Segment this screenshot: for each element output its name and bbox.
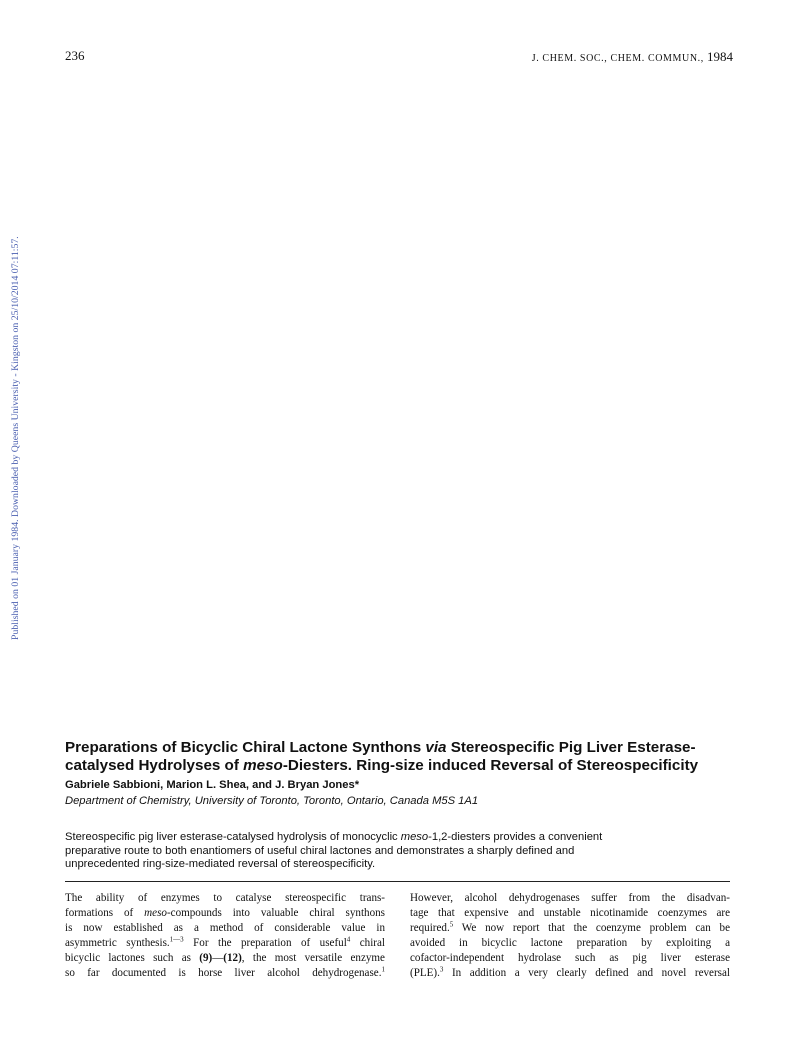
body-text: , the most versatile enzyme <box>241 951 385 964</box>
abstract-line: unprecedented ring-size-mediated reversal of stereospecificity. <box>65 858 376 870</box>
citation-ref[interactable]: 5 <box>449 920 454 929</box>
body-text: We now report that the coenzyme problem can be <box>453 921 730 934</box>
title-line-1 <box>65 739 735 757</box>
journal-header <box>532 49 733 65</box>
compound-ref: (12) <box>223 951 242 964</box>
article-title <box>65 739 735 775</box>
body-text: bicyclic lactones such as <box>65 951 200 964</box>
download-watermark[interactable]: Published on 01 January 1984. Downloaded by Queens University - Kingston on 25/10/2014 07:11:57. <box>10 236 21 640</box>
journal-year: 1984 <box>707 49 733 64</box>
compound-ref: (9) <box>199 951 213 964</box>
body-italic: meso <box>144 906 167 919</box>
body-text: For the preparation of useful <box>183 936 347 949</box>
body-text: chiral <box>350 936 386 949</box>
abstract-text: Stereospecific pig liver esterase-catalysed hydrolysis of monocyclic <box>65 831 401 843</box>
body-line: is now established as a method of considerable value in <box>65 921 385 934</box>
body-line <box>65 966 385 981</box>
body-text: In addition a very clearly defined and novel reversal <box>443 966 730 979</box>
body-line: avoided in bicyclic lactone preparation by exploiting a <box>410 936 730 949</box>
body-column-right <box>410 891 730 980</box>
body-text: formations of <box>65 906 145 919</box>
body-line <box>65 936 385 951</box>
abstract-line: preparative route to both enantiomers of useful chiral lactones and demonstrates a sharply defined and <box>65 844 575 857</box>
title-text: Preparations of Bicyclic Chiral Lactone Synthons <box>65 739 426 756</box>
abstract <box>65 831 730 872</box>
body-text: — <box>212 951 224 964</box>
body-column-left <box>65 891 385 980</box>
title-text: catalysed Hydrolyses of <box>65 757 244 774</box>
title-italic: meso <box>243 757 283 774</box>
section-divider <box>65 881 730 882</box>
title-line-2 <box>65 757 735 775</box>
body-text: (PLE). <box>410 966 440 979</box>
body-line: cofactor-independent hydrolase such as pig liver esterase <box>410 951 730 964</box>
authors: Gabriele Sabbioni, Marion L. Shea, and J. Bryan Jones* <box>65 779 360 791</box>
body-line: tage that expensive and unstable nicotinamide coenzymes are <box>410 906 730 919</box>
body-text: required. <box>410 921 450 934</box>
body-line <box>65 906 385 921</box>
body-line <box>410 966 730 981</box>
abstract-text: -1,2-diesters provides a convenient <box>428 831 603 843</box>
citation-ref[interactable]: 4 <box>346 935 351 944</box>
body-text: so far documented is horse liver alcohol dehydrogenase. <box>65 966 382 979</box>
citation-ref[interactable]: 1—3 <box>169 935 184 944</box>
citation-ref[interactable]: 1 <box>381 964 385 973</box>
body-text: -compounds into valuable chiral synthons <box>166 906 385 919</box>
abstract-italic: meso <box>400 831 429 843</box>
citation-ref[interactable]: 3 <box>439 964 444 973</box>
body-text: asymmetric synthesis. <box>65 936 170 949</box>
title-italic: via <box>425 739 447 756</box>
title-text: -Diesters. Ring-size induced Reversal of Stereospecificity <box>282 757 699 774</box>
abstract-line <box>65 831 730 845</box>
affiliation: Department of Chemistry, University of Toronto, Toronto, Ontario, Canada M5S 1A1 <box>65 795 479 807</box>
body-line <box>410 921 730 936</box>
body-line: The ability of enzymes to catalyse stereospecific trans- <box>65 892 385 904</box>
body-line: However, alcohol dehydrogenases suffer from the disadvan- <box>410 892 730 904</box>
body-line <box>65 951 385 966</box>
page-number: 236 <box>65 48 85 63</box>
title-text: Stereospecific Pig Liver Esterase- <box>446 739 696 756</box>
journal-name: J. CHEM. SOC., CHEM. COMMUN., <box>531 53 704 64</box>
